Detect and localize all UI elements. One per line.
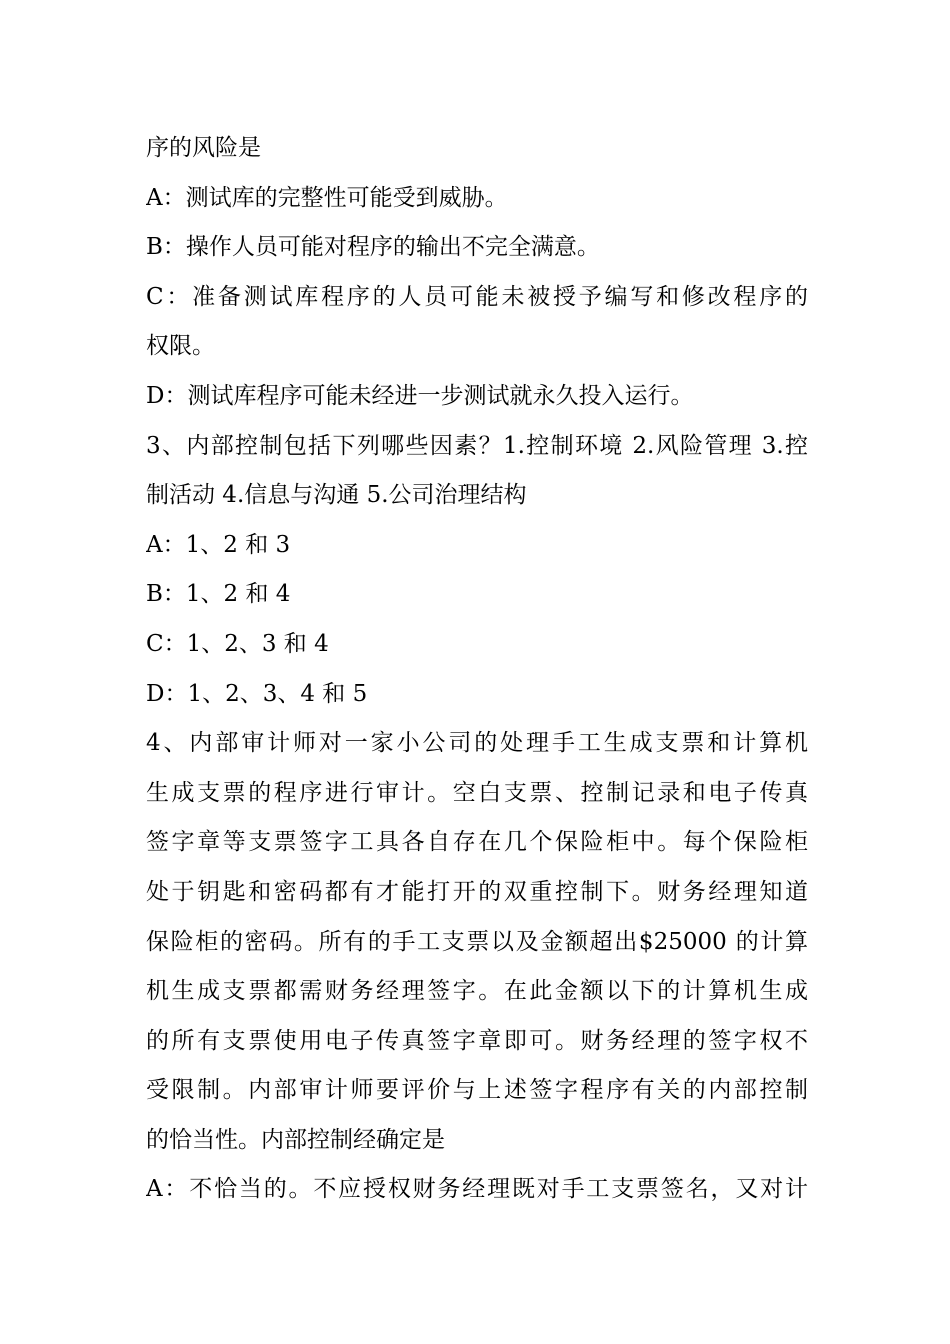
question-line: 机生成支票都需财务经理签字。在此金额以下的计算机生成: [146, 978, 808, 1005]
option-line: B：操作人员可能对程序的输出不完全满意。: [146, 234, 600, 261]
question-line: 签字章等支票签字工具各自存在几个保险柜中。每个保险柜: [146, 829, 808, 856]
option-line: A：测试库的完整性可能受到威胁。: [146, 184, 508, 211]
option-line: A：1、2 和 3: [146, 531, 291, 558]
question-line: 4、内部审计师对一家小公司的处理手工生成支票和计算机: [146, 730, 808, 757]
option-line: B：1、2 和 4: [146, 581, 291, 608]
question-line: 受限制。内部审计师要评价与上述签字程序有关的内部控制: [146, 1077, 808, 1104]
text-line: 序的风险是: [146, 135, 261, 161]
question-line: 处于钥匙和密码都有才能打开的双重控制下。财务经理知道: [146, 878, 808, 905]
option-line: C：准备测试库程序的人员可能未被授予编写和修改程序的: [146, 283, 808, 310]
question-line: 的所有支票使用电子传真签字章即可。财务经理的签字权不: [146, 1027, 808, 1054]
question-line: 生成支票的程序进行审计。空白支票、控制记录和电子传真: [146, 779, 808, 806]
question-line: 3、内部控制包括下列哪些因素？1.控制环境 2.风险管理 3.控: [146, 432, 808, 459]
option-line: D：1、2、3、4 和 5: [146, 680, 368, 707]
option-line: D：测试库程序可能未经进一步测试就永久投入运行。: [146, 382, 694, 409]
option-line: C：1、2、3 和 4: [146, 630, 329, 657]
question-line: 制活动 4.信息与沟通 5.公司治理结构: [146, 482, 527, 509]
question-line: 保险柜的密码。所有的手工支票以及金额超出$25000 的计算: [146, 928, 808, 955]
option-line: A：不恰当的。不应授权财务经理既对手工支票签名，又对计: [146, 1176, 808, 1203]
document-page: [146, 128, 808, 1219]
question-line: 的恰当性。内部控制经确定是: [146, 1126, 445, 1153]
text-line: 权限。: [146, 333, 215, 360]
